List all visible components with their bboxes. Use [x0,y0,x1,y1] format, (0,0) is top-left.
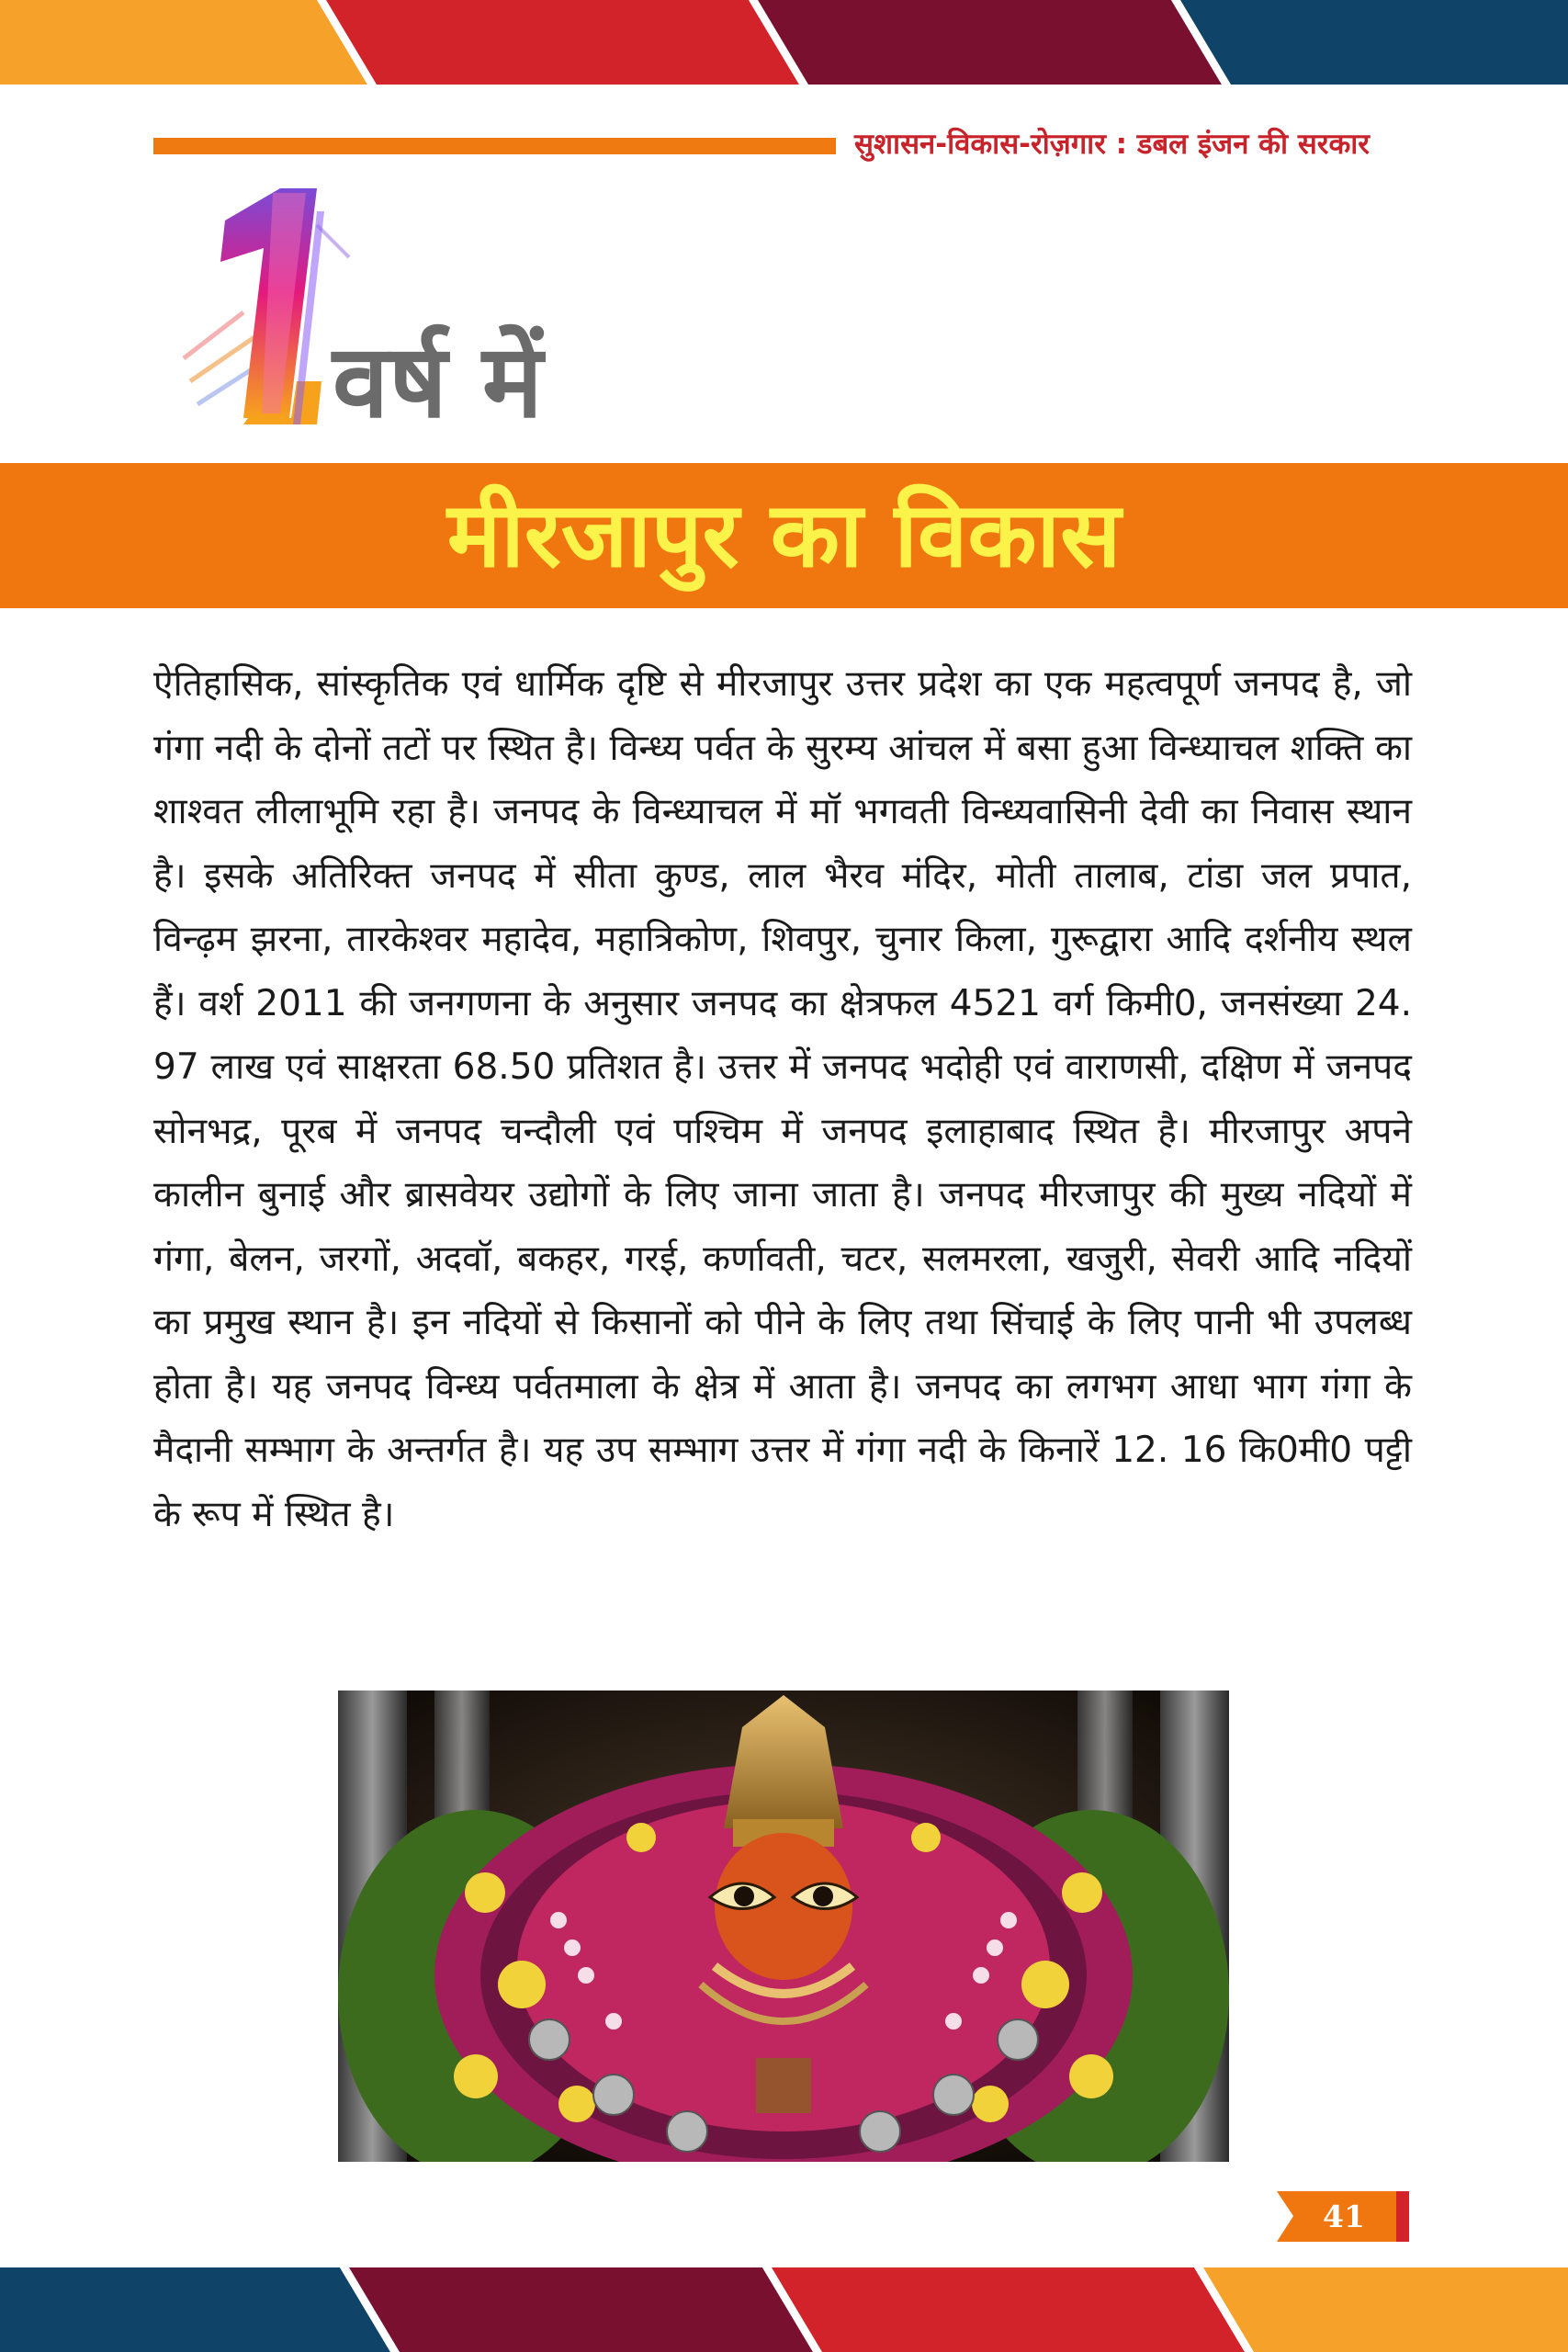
temple-deity-photo [338,1690,1229,2162]
header-rule [153,138,836,154]
body-paragraph: ऐतिहासिक, सांस्कृतिक एवं धार्मिक दृष्टि से मीरजापुर उत्तर प्रदेश का एक महत्वपूर्ण जनपद है, जो गंगा नदी के दोनों तटों पर स्थित है। विन्ध्य पर्वत के सुरम्य आंचल में बसा हुआ विन्ध्याचल शक्ति का शाश्वत लीलाभूमि रहा है। जनपद के विन्ध्याचल में मॉ भगवती विन्ध्यवासिनी देवी का निवास स्थान है। इसके अतिरिक्त जनपद में सीता कुण्ड, लाल भैरव मंदिर, मोती तालाब, टांडा जल प्रपात, विन्ढ़म झरना, तारकेश्वर महादेव, महात्रिकोण, शिवपुर, चुनार किला, गुरूद्वारा आदि दर्शनीय स्थल हैं। वर्श 2011 की जनगणना के अनुसार जनपद का क्षेत्रफल 4521 वर्ग किमी0, जनसंख्या 24. 97 लाख एवं साक्षरता 68.50 प्रतिशत है। उत्तर में जनपद भदोही एवं वाराणसी, दक्षिण में जनपद सोनभद्र, पूरब में जनपद चन्दौली एवं पश्चिम में जनपद इलाहाबाद स्थित है। मीरजापुर अपने कालीन बुनाई और ब्रासवेयर उद्योगों के लिए जाना जाता है। जनपद मीरजापुर की मुख्य नदियों में गंगा, बेलन, जरगों, अदवॉ, बकहर, गरई, कर्णावती, चटर, सलमरला, खजुरी, सेवरी आदि नदियों का प्रमुख स्थान है। इन नदियों से किसानों को पीने के लिए तथा सिंचाई के लिए पानी भी उपलब्ध होता है। यह जनपद विन्ध्य पर्वतमाला के क्षेत्र में आता है। जनपद का लगभग आधा भाग गंगा के मैदानी सम्भाग के अन्तर्गत है। यह उप सम्भाग उत्तर में गंगा नदी के किनारें 12. 16 कि0मी0 पट्टी के रूप में स्थित है। [153,663,1412,1535]
page-number: 41 [1323,2199,1365,2234]
years-label: वर्ष में [333,322,543,440]
bottom-color-band [0,2267,1568,2352]
page-title: मीरजापुर का विकास [446,482,1122,588]
header-tagline: सुशासन-विकास-रोज़गार : डबल इंजन की सरकार [854,128,1370,161]
top-color-band [0,0,1568,85]
year-number-graphic [179,184,354,441]
page-number-tab [1277,2191,1415,2242]
title-band [0,463,1568,608]
